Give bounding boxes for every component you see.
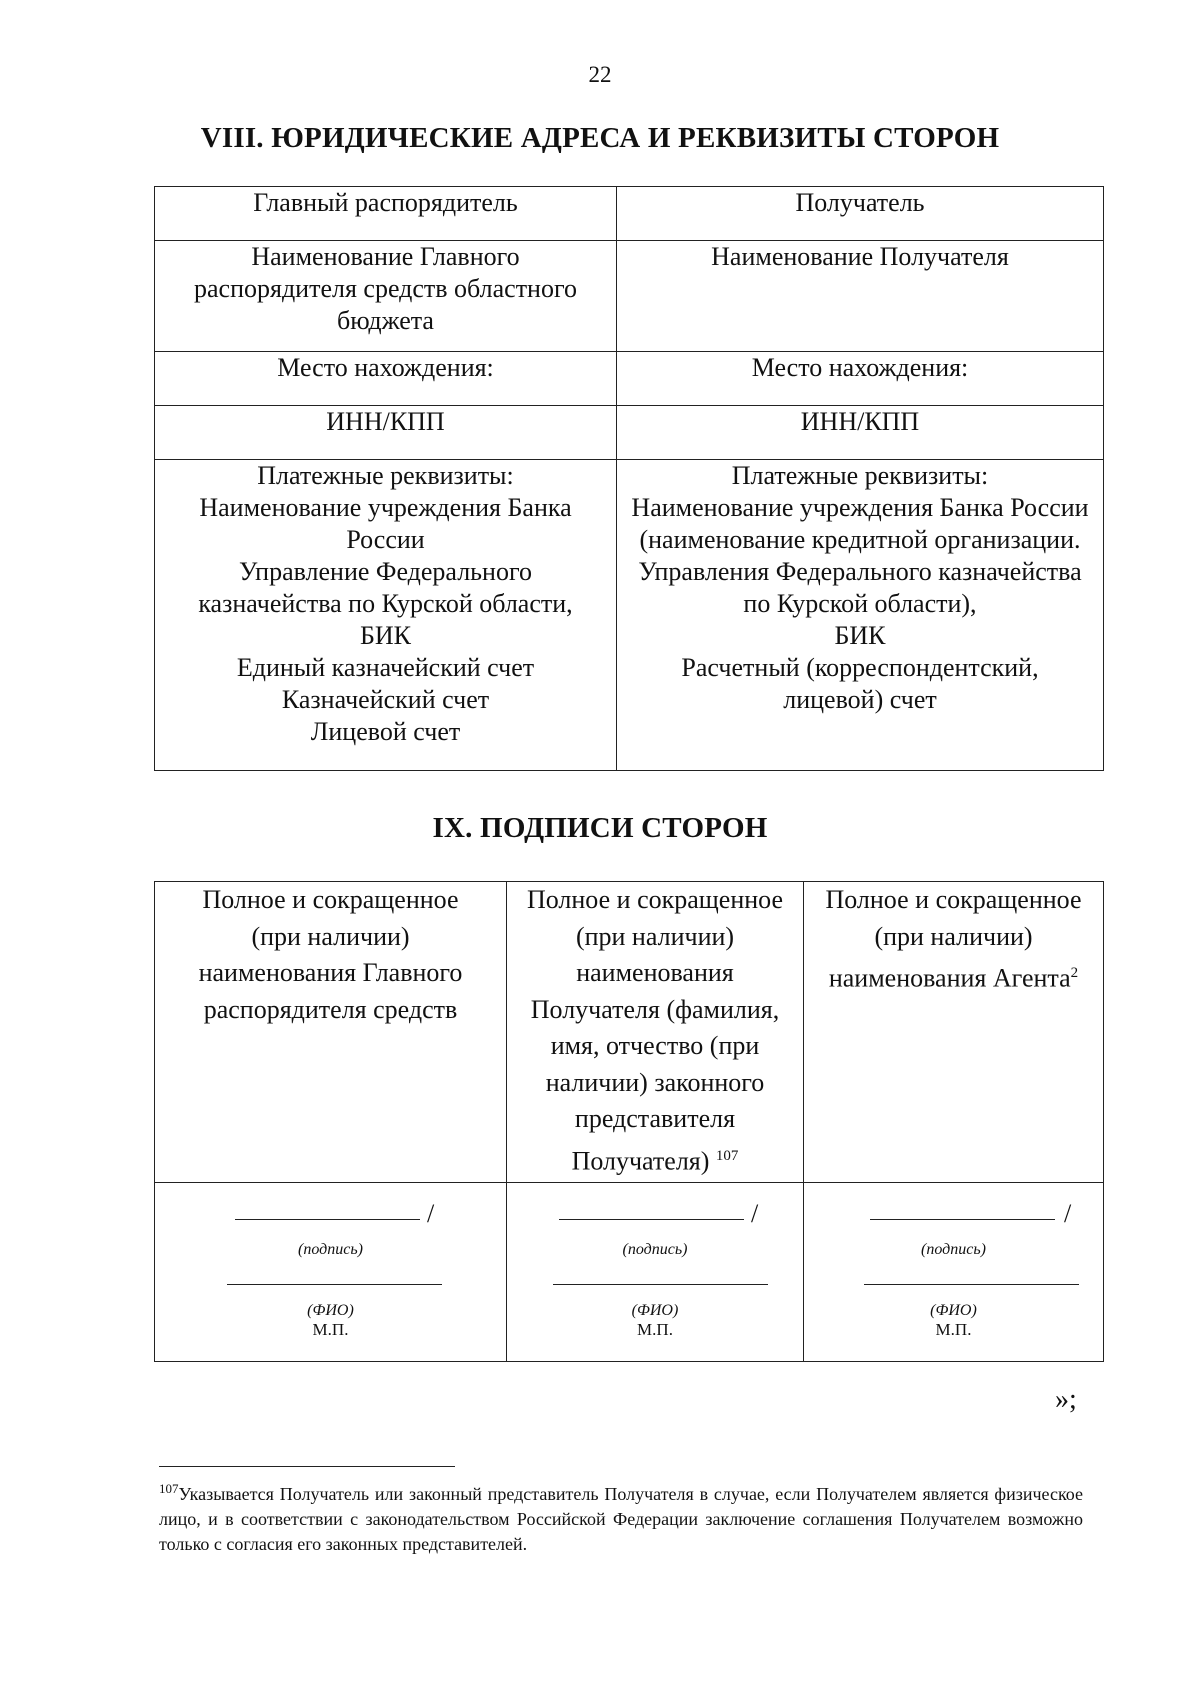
seal-mark: М.П. [637, 1320, 673, 1339]
signatures-header-row [155, 882, 1104, 1183]
payment-line: лицевой) счет [783, 685, 937, 714]
agent-party-cell [804, 882, 1104, 1183]
chief-administrator-payment-cell [155, 460, 617, 771]
party-name-line: Полное и сокращенное [526, 885, 784, 914]
party-name-text: наименования Агента [828, 963, 1071, 993]
chief-administrator-name-cell [155, 241, 617, 352]
requisites-location-row [155, 352, 1104, 406]
full-name-line [553, 1284, 768, 1285]
party-name-line: (при наличии) [575, 921, 735, 951]
party-name-line [808, 955, 1099, 997]
payment-line: России [346, 525, 425, 554]
footnote-reference: 2 [1070, 965, 1079, 981]
requisites-payment-row [155, 460, 1104, 771]
signature-caption: (подпись) [622, 1241, 688, 1258]
recipient-inn: ИНН/КПП [617, 406, 1104, 460]
recipient-location: Место нахождения: [617, 352, 1104, 406]
section-9-title: IX. ПОДПИСИ СТОРОН [432, 812, 768, 844]
chief-administrator-name-line: распорядителя средств областного [193, 274, 577, 303]
full-name-caption: (ФИО) [631, 1302, 679, 1319]
payment-line: БИК [359, 621, 412, 650]
signature-slash: / [1064, 1199, 1072, 1228]
payment-line: Наименование учреждения Банка [199, 493, 572, 522]
recipient-party-cell [507, 882, 804, 1183]
payment-line: по Курской области), [743, 589, 977, 618]
party-name-line: имя, отчество (при [550, 1031, 760, 1060]
recipient-name-cell [617, 241, 1104, 352]
party-name-line: распорядителя средств [203, 994, 458, 1024]
chief-administrator-signature-cell [155, 1183, 507, 1362]
payment-line: Расчетный (корреспондентский, [681, 653, 1039, 682]
payment-line: Казначейский счет [281, 685, 490, 714]
party-name-line: наименования Главного [198, 958, 463, 987]
chief-administrator-name-line: бюджета [337, 306, 434, 335]
chief-administrator-header: Главный распорядитель [155, 187, 617, 241]
footnote-reference: 107 [715, 1147, 739, 1164]
requisites-header-row [155, 187, 1104, 241]
payment-line: Платежные реквизиты: [731, 461, 989, 490]
party-name-line: Получателя (фамилия, [530, 994, 780, 1024]
recipient-signature-cell [507, 1183, 804, 1362]
requisites-inn-row [155, 406, 1104, 460]
payment-line: казначейства по Курской области, [198, 589, 573, 618]
party-name-line: (при наличии) [874, 921, 1033, 951]
payment-line: Единый казначейский счет [236, 653, 535, 682]
signature-line [559, 1219, 744, 1220]
chief-administrator-party-cell [155, 882, 507, 1183]
closing-quote-mark: »; [1055, 1384, 1077, 1415]
requisites-name-row [155, 241, 1104, 352]
page-number: 22 [588, 62, 612, 87]
payment-line: Платежные реквизиты: [257, 461, 514, 490]
payment-line: БИК [834, 621, 886, 650]
party-name-line: наименования [576, 958, 734, 987]
chief-administrator-location: Место нахождения: [155, 352, 617, 406]
recipient-payment-cell [617, 460, 1104, 771]
full-name-caption: (ФИО) [307, 1302, 354, 1319]
footnote [159, 1476, 1083, 1557]
full-name-line [864, 1284, 1079, 1285]
recipient-header: Получатель [617, 187, 1104, 241]
signature-slash: / [751, 1199, 759, 1228]
seal-mark: М.П. [935, 1320, 972, 1339]
signature-line [235, 1219, 420, 1220]
signature-block [511, 1183, 799, 1361]
signatures-table [154, 881, 1104, 1362]
party-name-line: представителя [574, 1104, 736, 1133]
recipient-name-line: Наименование Получателя [711, 242, 1009, 271]
signature-block [159, 1183, 502, 1361]
footnote-text: Указывается Получатель или законный представитель Получателя в случае, если Получателем является физическое лицо, и в соответствии с законодательством Российской Федерации заключение соглашения Получателем возможно только с согласия его законных представителей. [159, 1484, 1083, 1554]
section-8-title: VIII. ЮРИДИЧЕСКИЕ АДРЕСА И РЕКВИЗИТЫ СТОРОН [200, 122, 1000, 154]
payment-line: Управления Федерального казначейства [638, 557, 1082, 586]
party-name-line: Полное и сокращенное [202, 885, 459, 914]
full-name-caption: (ФИО) [930, 1302, 977, 1319]
chief-administrator-name-line: Наименование Главного [251, 242, 520, 271]
signatures-sign-row [155, 1183, 1104, 1362]
payment-line: Наименование учреждения Банка России [631, 493, 1089, 522]
chief-administrator-inn: ИНН/КПП [155, 406, 617, 460]
signature-slash: / [427, 1199, 435, 1228]
seal-mark: М.П. [312, 1320, 349, 1339]
requisites-table [154, 186, 1104, 771]
payment-line: (наименование кредитной организации. [639, 525, 1081, 554]
party-name-line: наличии) законного [545, 1067, 765, 1097]
party-name-text: Получателя) [571, 1146, 710, 1176]
full-name-line [227, 1284, 442, 1285]
footnote-separator [159, 1466, 455, 1467]
party-name-line: (при наличии) [251, 921, 410, 951]
signature-caption: (подпись) [921, 1241, 986, 1258]
agent-signature-cell [804, 1183, 1104, 1362]
footnote-number: 107 [159, 1481, 179, 1496]
signature-line [870, 1219, 1055, 1220]
payment-line: Управление Федерального [239, 557, 532, 586]
party-name-line: Полное и сокращенное [825, 885, 1082, 914]
signature-block [808, 1183, 1099, 1361]
signature-caption: (подпись) [298, 1241, 363, 1258]
party-name-line [511, 1138, 799, 1180]
payment-line: Лицевой счет [310, 717, 461, 746]
